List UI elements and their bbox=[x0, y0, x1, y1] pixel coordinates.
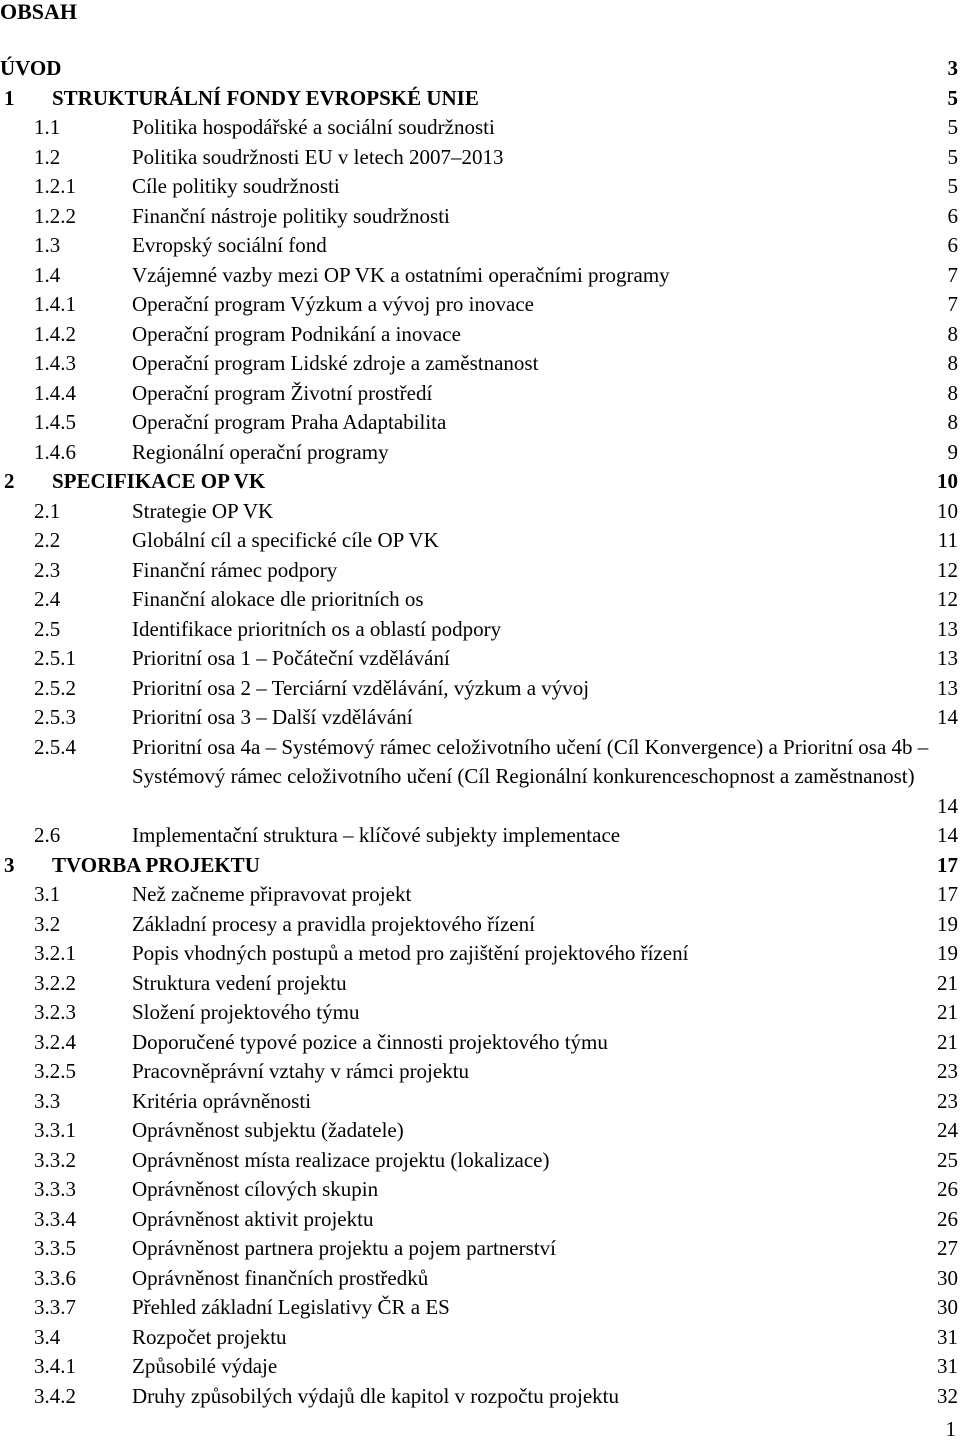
toc-entry-title: Finanční rámec podpory bbox=[132, 557, 338, 582]
toc-entry-page: 13 bbox=[937, 616, 958, 641]
toc-entry-page: 23 bbox=[937, 1088, 958, 1113]
toc-entry[interactable] bbox=[0, 1264, 960, 1294]
toc-entry-title: Implementační struktura – klíčové subjekty implementace bbox=[132, 823, 621, 847]
toc-entry-title: TVORBA PROJEKTU bbox=[52, 852, 260, 877]
toc-entry-number: 2.4 bbox=[34, 587, 61, 611]
toc-entry-page: 10 bbox=[937, 498, 958, 523]
toc-entry-page: 6 bbox=[947, 203, 958, 228]
toc-entry-page: 5 bbox=[947, 174, 958, 198]
toc-entry-title: Pracovněprávní vztahy v rámci projektu bbox=[132, 1059, 470, 1083]
toc-entry-title: Regionální operační programy bbox=[132, 439, 389, 464]
toc-entry-page: 13 bbox=[937, 646, 958, 670]
toc-entry[interactable] bbox=[0, 998, 960, 1028]
toc-entry-title: Prioritní osa 3 – Další vzdělávání bbox=[132, 705, 413, 729]
toc-entry[interactable] bbox=[0, 1146, 960, 1176]
toc-entry[interactable] bbox=[0, 438, 960, 468]
toc-entry-title: Politika hospodářské a sociální soudržnosti bbox=[132, 115, 495, 139]
toc-entry-title: Prioritní osa 4a – Systémový rámec celoživotního učení (Cíl Konvergence) a Prioritní osa 4b – Systémový rámec celoživotního učení (Cíl Regionální konkurenceschopnost a zaměstnanost) bbox=[132, 734, 929, 788]
toc-entry-number: 2.5.1 bbox=[34, 646, 76, 670]
toc-entry[interactable] bbox=[0, 1323, 960, 1353]
toc-entry-number: 3.3.7 bbox=[34, 1295, 76, 1319]
toc-entry[interactable] bbox=[0, 703, 960, 733]
toc-entry[interactable] bbox=[0, 1234, 960, 1264]
toc-entry-page: 5 bbox=[947, 85, 958, 110]
table-of-contents bbox=[0, 54, 960, 1411]
toc-entry-page: 30 bbox=[937, 1265, 958, 1290]
toc-entry-title: Popis vhodných postupů a metod pro zajištění projektového řízení bbox=[132, 941, 689, 965]
toc-entry-page: 24 bbox=[937, 1118, 958, 1142]
toc-entry-number: 3.2.4 bbox=[34, 1029, 76, 1054]
toc-entry-title: SPECIFIKACE OP VK bbox=[52, 469, 266, 493]
toc-entry-number: 2.1 bbox=[34, 498, 61, 523]
toc-entry-page: 27 bbox=[937, 1236, 958, 1260]
toc-entry-page: 13 bbox=[937, 675, 958, 700]
toc-entry-number: 3.2 bbox=[34, 911, 61, 936]
toc-entry-number: 3.3.5 bbox=[34, 1236, 76, 1260]
toc-entry-number: 2.5.2 bbox=[34, 675, 76, 700]
toc-entry[interactable] bbox=[0, 880, 960, 910]
toc-entry-number: 1.1 bbox=[34, 115, 61, 139]
toc-entry-page: 7 bbox=[947, 292, 958, 316]
toc-entry-page: 12 bbox=[937, 587, 958, 611]
toc-entry-number: 2 bbox=[4, 469, 15, 493]
toc-entry-page: 8 bbox=[947, 321, 958, 346]
toc-entry-number: 3.2.3 bbox=[34, 1000, 76, 1024]
toc-entry-title: Druhy způsobilých výdajů dle kapitol v rozpočtu projektu bbox=[132, 1383, 619, 1408]
toc-entry-title: Způsobilé výdaje bbox=[132, 1354, 278, 1378]
toc-entry-page: 12 bbox=[937, 557, 958, 582]
toc-entry-title: Oprávněnost aktivit projektu bbox=[132, 1206, 374, 1231]
toc-entry-page: 26 bbox=[937, 1177, 958, 1201]
toc-entry-page: 14 bbox=[937, 793, 958, 818]
toc-entry-page: 19 bbox=[937, 941, 958, 965]
toc-entry-number: 1.2.1 bbox=[34, 174, 76, 198]
toc-entry-page: 31 bbox=[937, 1354, 958, 1378]
toc-entry-title: Operační program Podnikání a inovace bbox=[132, 321, 461, 346]
toc-entry-title: Operační program Životní prostředí bbox=[132, 380, 433, 405]
toc-entry-page: 5 bbox=[947, 144, 958, 169]
toc-entry-page: 19 bbox=[937, 911, 958, 936]
toc-entry-title: Přehled základní Legislativy ČR a ES bbox=[132, 1295, 450, 1319]
toc-entry-number: 3.3.4 bbox=[34, 1206, 76, 1231]
toc-entry-title: Vzájemné vazby mezi OP VK a ostatními operačními programy bbox=[132, 262, 670, 287]
toc-entry-number: 1.4.3 bbox=[34, 351, 76, 375]
toc-entry[interactable] bbox=[0, 1293, 960, 1323]
toc-entry[interactable] bbox=[0, 320, 960, 350]
toc-entry[interactable] bbox=[0, 674, 960, 704]
toc-entry-page: 8 bbox=[947, 410, 958, 434]
toc-entry-page: 8 bbox=[947, 380, 958, 405]
toc-entry-page: 14 bbox=[937, 823, 958, 847]
toc-entry[interactable] bbox=[0, 1028, 960, 1058]
toc-entry-title: Prioritní osa 1 – Počáteční vzdělávání bbox=[132, 646, 450, 670]
toc-entry-number: 1.2 bbox=[34, 144, 61, 169]
toc-entry-page: 14 bbox=[937, 705, 958, 729]
toc-entry[interactable] bbox=[0, 939, 960, 969]
toc-entry-page: 21 bbox=[937, 1000, 958, 1024]
toc-entry[interactable] bbox=[0, 1116, 960, 1146]
toc-entry-page: 8 bbox=[947, 351, 958, 375]
toc-entry[interactable] bbox=[0, 969, 960, 999]
toc-entry-number: 2.2 bbox=[34, 528, 61, 552]
toc-entry-page: 10 bbox=[937, 469, 958, 493]
toc-entry-page: 17 bbox=[937, 882, 958, 906]
toc-entry[interactable] bbox=[0, 143, 960, 173]
toc-entry-number: 1.4.2 bbox=[34, 321, 76, 346]
toc-entry-title: Finanční alokace dle prioritních os bbox=[132, 587, 424, 611]
toc-entry-title: Oprávněnost místa realizace projektu (lokalizace) bbox=[132, 1147, 550, 1172]
toc-entry-number: 3.2.5 bbox=[34, 1059, 76, 1083]
toc-entry-title: Evropský sociální fond bbox=[132, 233, 327, 257]
toc-entry-title: Operační program Výzkum a vývoj pro inovace bbox=[132, 292, 534, 316]
toc-entry[interactable] bbox=[0, 1087, 960, 1117]
toc-entry-page: 32 bbox=[937, 1383, 958, 1408]
toc-entry[interactable] bbox=[0, 1205, 960, 1235]
toc-entry-title: STRUKTURÁLNÍ FONDY EVROPSKÉ UNIE bbox=[52, 85, 479, 110]
toc-entry-number: 1.4.1 bbox=[34, 292, 76, 316]
toc-entry-title: Základní procesy a pravidla projektového řízení bbox=[132, 911, 535, 936]
toc-entry-title: ÚVOD bbox=[0, 56, 62, 80]
toc-entry[interactable] bbox=[0, 202, 960, 232]
toc-entry[interactable] bbox=[0, 84, 960, 114]
toc-entry[interactable] bbox=[0, 408, 960, 438]
toc-entry-title: Struktura vedení projektu bbox=[132, 970, 347, 995]
toc-entry-title: Doporučené typové pozice a činnosti projektového týmu bbox=[132, 1029, 608, 1054]
toc-entry[interactable] bbox=[0, 1382, 960, 1412]
toc-entry-number: 3.4.1 bbox=[34, 1354, 76, 1378]
toc-entry[interactable] bbox=[0, 615, 960, 645]
toc-entry[interactable] bbox=[0, 851, 960, 881]
toc-entry[interactable] bbox=[0, 290, 960, 320]
toc-entry-number: 1.2.2 bbox=[34, 203, 76, 228]
toc-entry-number: 2.3 bbox=[34, 557, 61, 582]
toc-entry-number: 3.4.2 bbox=[34, 1383, 76, 1408]
toc-entry-title: Rozpočet projektu bbox=[132, 1324, 287, 1349]
toc-entry-number: 3.3 bbox=[34, 1088, 61, 1113]
toc-entry[interactable] bbox=[0, 526, 960, 556]
toc-entry[interactable] bbox=[0, 349, 960, 379]
toc-entry-title: Oprávněnost cílových skupin bbox=[132, 1177, 379, 1201]
toc-entry[interactable] bbox=[0, 54, 960, 84]
toc-entry-number: 3.3.6 bbox=[34, 1265, 76, 1290]
toc-entry[interactable] bbox=[0, 733, 960, 822]
toc-entry-page: 17 bbox=[937, 852, 958, 877]
toc-entry[interactable] bbox=[0, 261, 960, 291]
toc-entry-title: Operační program Praha Adaptabilita bbox=[132, 410, 447, 434]
toc-entry-number: 3 bbox=[4, 852, 15, 877]
toc-entry-title: Než začneme připravovat projekt bbox=[132, 882, 412, 906]
toc-entry-number: 1.4.4 bbox=[34, 380, 76, 405]
toc-entry-page: 26 bbox=[937, 1206, 958, 1231]
toc-entry-title: Finanční nástroje politiky soudržnosti bbox=[132, 203, 450, 228]
toc-entry-page: 23 bbox=[937, 1059, 958, 1083]
toc-entry-number: 3.3.1 bbox=[34, 1118, 76, 1142]
toc-entry-title: Operační program Lidské zdroje a zaměstnanost bbox=[132, 351, 539, 375]
toc-entry-title: Oprávněnost finančních prostředků bbox=[132, 1265, 429, 1290]
footer-page-number: 1 bbox=[945, 1417, 956, 1441]
toc-entry[interactable] bbox=[0, 644, 960, 674]
toc-entry[interactable] bbox=[0, 1175, 960, 1205]
toc-entry[interactable] bbox=[0, 379, 960, 409]
toc-entry[interactable] bbox=[0, 821, 960, 851]
toc-entry-page: 30 bbox=[937, 1295, 958, 1319]
toc-entry-page: 7 bbox=[947, 262, 958, 287]
toc-entry-page: 6 bbox=[947, 233, 958, 257]
toc-entry[interactable] bbox=[0, 497, 960, 527]
toc-entry-page: 11 bbox=[937, 528, 958, 552]
toc-entry-number: 3.2.1 bbox=[34, 941, 76, 965]
toc-entry[interactable] bbox=[0, 113, 960, 143]
toc-entry-number: 2.6 bbox=[34, 823, 61, 847]
toc-entry-page: 31 bbox=[937, 1324, 958, 1349]
toc-entry-page: 5 bbox=[947, 115, 958, 139]
toc-entry-page: 25 bbox=[937, 1147, 958, 1172]
toc-entry-page: 21 bbox=[937, 1029, 958, 1054]
toc-entry-title: Strategie OP VK bbox=[132, 498, 274, 523]
toc-entry-title: Prioritní osa 2 – Terciární vzdělávání, výzkum a vývoj bbox=[132, 675, 590, 700]
toc-entry[interactable] bbox=[0, 585, 960, 615]
toc-entry-page: 9 bbox=[947, 439, 958, 464]
toc-entry-number: 1.4 bbox=[34, 262, 61, 287]
toc-entry-number: 3.2.2 bbox=[34, 970, 76, 995]
toc-entry[interactable] bbox=[0, 172, 960, 202]
toc-entry-title: Složení projektového týmu bbox=[132, 1000, 360, 1024]
toc-entry-number: 1.4.6 bbox=[34, 439, 76, 464]
toc-entry-number: 1.3 bbox=[34, 233, 61, 257]
toc-entry-title: Oprávněnost subjektu (žadatele) bbox=[132, 1118, 404, 1142]
toc-entry[interactable] bbox=[0, 1057, 960, 1087]
toc-entry-page: 3 bbox=[947, 56, 958, 80]
toc-entry-number: 2.5.3 bbox=[34, 705, 76, 729]
toc-entry-number: 2.5.4 bbox=[34, 734, 76, 759]
toc-entry[interactable] bbox=[0, 467, 960, 497]
toc-entry-number: 3.1 bbox=[34, 882, 61, 906]
toc-entry-title: Cíle politiky soudržnosti bbox=[132, 174, 340, 198]
toc-entry-number: 3.4 bbox=[34, 1324, 61, 1349]
toc-entry-title: Kritéria oprávněnosti bbox=[132, 1088, 312, 1113]
toc-entry[interactable] bbox=[0, 231, 960, 261]
toc-entry[interactable] bbox=[0, 556, 960, 586]
toc-entry-title: Oprávněnost partnera projektu a pojem partnerství bbox=[132, 1236, 556, 1260]
toc-entry-number: 1.4.5 bbox=[34, 410, 76, 434]
toc-entry-page: 21 bbox=[937, 970, 958, 995]
toc-entry-title: Globální cíl a specifické cíle OP VK bbox=[132, 528, 439, 552]
toc-entry-number: 2.5 bbox=[34, 616, 61, 641]
toc-entry-number: 3.3.2 bbox=[34, 1147, 76, 1172]
toc-entry[interactable] bbox=[0, 1352, 960, 1382]
toc-entry-title: Identifikace prioritních os a oblastí podpory bbox=[132, 616, 502, 641]
toc-entry[interactable] bbox=[0, 910, 960, 940]
toc-entry-number: 3.3.3 bbox=[34, 1177, 76, 1201]
toc-entry-title: Politika soudržnosti EU v letech 2007–2013 bbox=[132, 144, 504, 169]
page-title: OBSAH bbox=[0, 0, 78, 24]
toc-entry-number: 1 bbox=[4, 85, 15, 110]
